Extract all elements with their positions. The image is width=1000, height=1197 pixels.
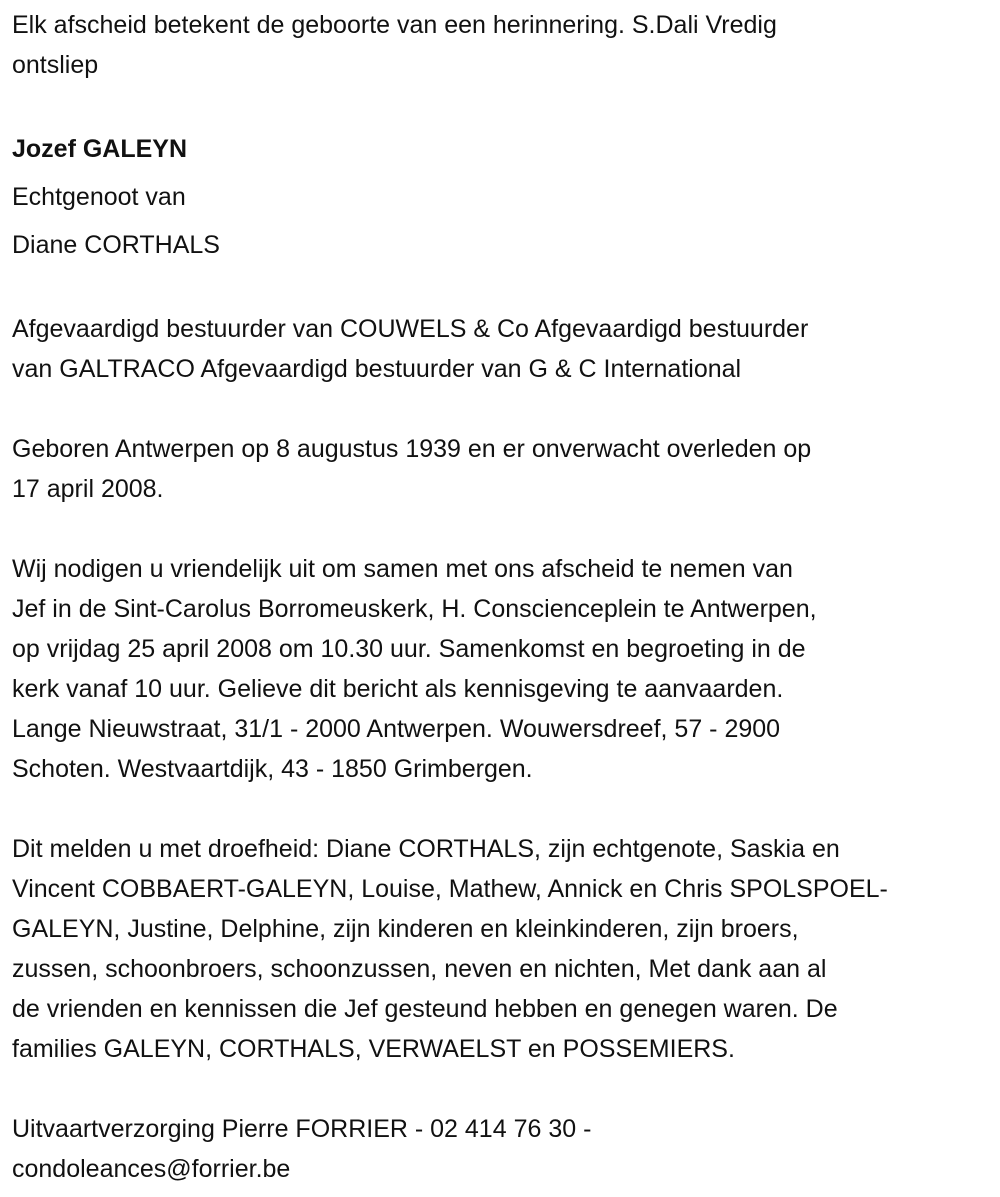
spouse-label: Echtgenoot van bbox=[12, 183, 186, 211]
text-line: Afgevaardigd bestuurder van COUWELS & Co Afgevaardigd bestuurder bbox=[12, 315, 809, 343]
text-line: Jef in de Sint-Carolus Borromeuskerk, H. Conscienceplein te Antwerpen, bbox=[12, 595, 817, 623]
deceased-name: Jozef GALEYN bbox=[12, 135, 188, 163]
text-line: Geboren Antwerpen op 8 augustus 1939 en er onverwacht overleden op bbox=[12, 435, 812, 463]
text-line: Vincent COBBAERT-GALEYN, Louise, Mathew, Annick en Chris SPOLSPOEL- bbox=[12, 875, 888, 903]
text-line: Uitvaartverzorging Pierre FORRIER - 02 414 76 30 - bbox=[12, 1115, 592, 1143]
text-line: zussen, schoonbroers, schoonzussen, neven en nichten, Met dank aan al bbox=[12, 955, 827, 983]
text-line: Elk afscheid betekent de geboorte van een herinnering. S.Dali Vredig bbox=[12, 11, 777, 39]
text-line: families GALEYN, CORTHALS, VERWAELST en POSSEMIERS. bbox=[12, 1035, 735, 1063]
intro-quote bbox=[12, 5, 992, 85]
text-line: 17 april 2008. bbox=[12, 475, 164, 503]
text-line: van GALTRACO Afgevaardigd bestuurder van G & C International bbox=[12, 355, 742, 383]
text-line: ontsliep bbox=[12, 51, 99, 79]
text-line: Wij nodigen u vriendelijk uit om samen met ons afscheid te nemen van bbox=[12, 555, 793, 583]
invitation-paragraph bbox=[12, 549, 992, 789]
text-line: Lange Nieuwstraat, 31/1 - 2000 Antwerpen. Wouwersdreef, 57 - 2900 bbox=[12, 715, 781, 743]
family-paragraph bbox=[12, 829, 992, 1069]
text-line: op vrijdag 25 april 2008 om 10.30 uur. Samenkomst en begroeting in de bbox=[12, 635, 806, 663]
roles-paragraph bbox=[12, 309, 992, 389]
obituary-document bbox=[12, 5, 992, 1189]
text-line: Dit melden u met droefheid: Diane CORTHALS, zijn echtgenote, Saskia en bbox=[12, 835, 840, 863]
text-line: de vrienden en kennissen die Jef gesteund hebben en genegen waren. De bbox=[12, 995, 838, 1023]
text-line: GALEYN, Justine, Delphine, zijn kinderen en kleinkinderen, zijn broers, bbox=[12, 915, 799, 943]
text-line: Schoten. Westvaartdijk, 43 - 1850 Grimbergen. bbox=[12, 755, 533, 783]
funeral-home-paragraph bbox=[12, 1109, 992, 1189]
birth-paragraph bbox=[12, 429, 992, 509]
spouse-name: Diane CORTHALS bbox=[12, 231, 220, 259]
text-line: kerk vanaf 10 uur. Gelieve dit bericht als kennisgeving te aanvaarden. bbox=[12, 675, 784, 703]
email-text: condoleances@forrier.be bbox=[12, 1155, 291, 1183]
